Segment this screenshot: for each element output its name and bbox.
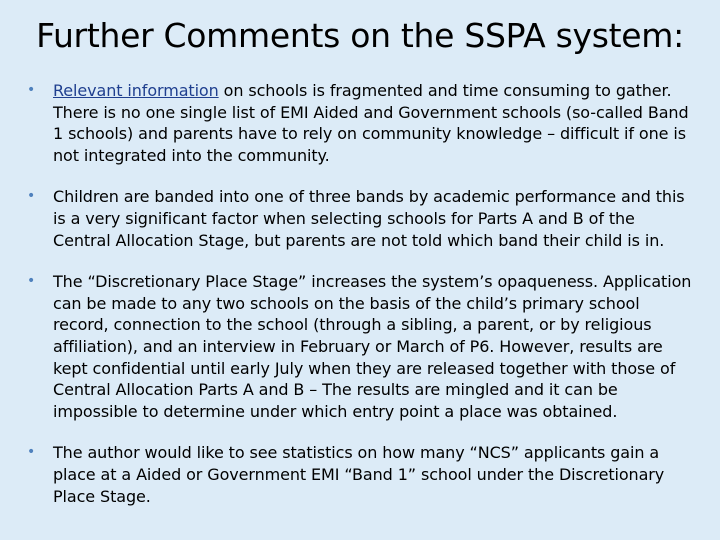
bullet-item — [27, 442, 695, 507]
bullet-text: Children are banded into one of three bands by academic performance and this is a very significant factor when selecting schools for Parts A and B of the Central Allocation Stage, but parents are not told which band their child is in. — [53, 187, 685, 250]
bullet-text: The “Discretionary Place Stage” increases the system’s opaqueness. Application can be made to any two schools on the basis of the child’s primary school record, connection to the school (through a sibling, a parent, or by religious affiliation), and an interview in February or March of P6. However, results are kept confidential until early July when they are released together with those of Central Allocation Parts A and B – The results are mingled and it can be impossible to determine under which entry point a place was obtained. — [53, 272, 692, 421]
bullet-list — [27, 80, 695, 507]
relevant-information-link[interactable]: Relevant information — [53, 81, 219, 100]
bullet-text: The author would like to see statistics on how many “NCS” applicants gain a place at a Aided or Government EMI “Band 1” school under the Discretionary Place Stage. — [53, 443, 665, 506]
bullet-icon: • — [27, 273, 36, 290]
bullet-icon: • — [27, 188, 36, 205]
bullet-item — [27, 80, 695, 166]
bullet-item — [27, 271, 695, 422]
bullet-icon: • — [27, 82, 36, 98]
bullet-item — [27, 186, 695, 251]
bullet-icon: • — [27, 444, 36, 461]
slide-title: Further Comments on the SSPA system: — [36, 16, 684, 55]
bullet-text: on schools is fragmented and time consuming to gather. There is no one single list of EMI Aided and Government schools (so-called Band 1 schools) and parents have to rely on community knowledge – difficult if one is not integrated into the community. — [53, 81, 689, 165]
